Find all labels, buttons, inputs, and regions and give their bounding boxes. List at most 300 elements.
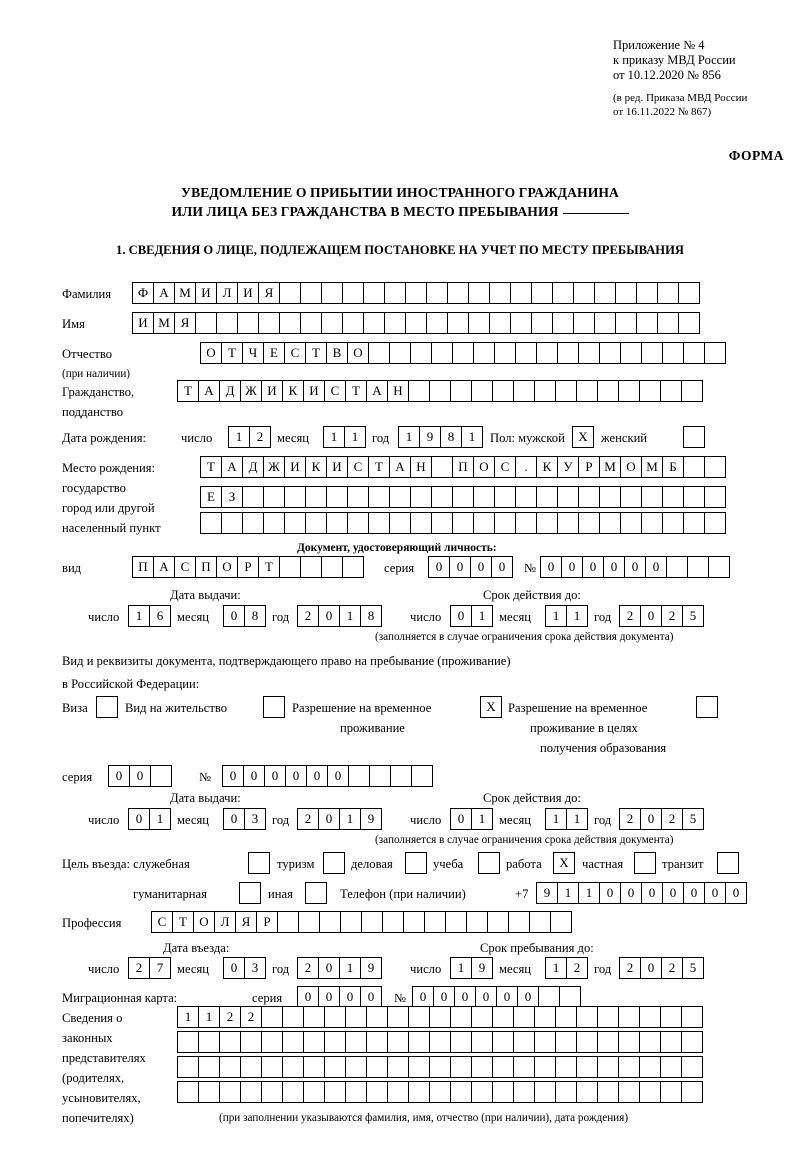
checkbox-sex-male[interactable] bbox=[572, 426, 593, 448]
input-cell[interactable] bbox=[657, 312, 679, 334]
input-cell[interactable] bbox=[340, 911, 362, 933]
field-birthplace-row-2[interactable] bbox=[200, 486, 725, 508]
input-cell[interactable]: 0 bbox=[620, 882, 642, 904]
input-cell[interactable] bbox=[678, 282, 700, 304]
field-phone[interactable] bbox=[536, 882, 746, 904]
input-cell[interactable] bbox=[408, 1081, 430, 1103]
input-cell[interactable] bbox=[508, 911, 530, 933]
input-cell[interactable]: Р bbox=[237, 556, 259, 578]
field-surname[interactable] bbox=[132, 282, 699, 304]
input-cell[interactable]: 2 bbox=[661, 605, 683, 627]
input-cell[interactable]: Ч bbox=[242, 342, 264, 364]
input-cell[interactable] bbox=[282, 1081, 304, 1103]
input-cell[interactable]: 0 bbox=[640, 808, 662, 830]
input-cell[interactable]: А bbox=[366, 380, 388, 402]
input-cell[interactable] bbox=[279, 556, 301, 578]
input-cell[interactable] bbox=[303, 1006, 325, 1028]
input-cell[interactable]: Т bbox=[305, 342, 327, 364]
input-cell[interactable]: 1 bbox=[228, 426, 250, 448]
input-cell[interactable] bbox=[368, 486, 390, 508]
input-cell[interactable] bbox=[96, 696, 118, 718]
input-cell[interactable]: М bbox=[153, 312, 175, 334]
input-cell[interactable] bbox=[387, 1006, 409, 1028]
input-cell[interactable] bbox=[597, 1081, 619, 1103]
input-cell[interactable] bbox=[534, 1031, 556, 1053]
input-cell[interactable]: 2 bbox=[619, 808, 641, 830]
input-cell[interactable]: 9 bbox=[419, 426, 441, 448]
input-cell[interactable]: 1 bbox=[545, 957, 567, 979]
input-cell[interactable] bbox=[573, 282, 595, 304]
input-cell[interactable]: 2 bbox=[661, 808, 683, 830]
input-cell[interactable]: 0 bbox=[129, 765, 151, 787]
input-cell[interactable] bbox=[681, 1031, 703, 1053]
input-cell[interactable]: Р bbox=[578, 456, 600, 478]
input-cell[interactable] bbox=[578, 512, 600, 534]
input-cell[interactable]: Т bbox=[172, 911, 194, 933]
input-cell[interactable] bbox=[408, 1056, 430, 1078]
input-cell[interactable]: 8 bbox=[360, 605, 382, 627]
input-cell[interactable] bbox=[408, 1006, 430, 1028]
field-permit-series[interactable] bbox=[108, 765, 171, 787]
input-cell[interactable]: Я bbox=[235, 911, 257, 933]
input-cell[interactable] bbox=[263, 512, 285, 534]
input-cell[interactable]: 0 bbox=[339, 986, 361, 1008]
field-birth-day[interactable] bbox=[228, 426, 270, 448]
input-cell[interactable]: 1 bbox=[323, 426, 345, 448]
input-cell[interactable]: О bbox=[473, 456, 495, 478]
input-cell[interactable]: 2 bbox=[566, 957, 588, 979]
input-cell[interactable]: 0 bbox=[450, 605, 472, 627]
input-cell[interactable] bbox=[240, 1031, 262, 1053]
input-cell[interactable] bbox=[390, 765, 412, 787]
input-cell[interactable] bbox=[410, 342, 432, 364]
input-cell[interactable] bbox=[534, 1056, 556, 1078]
input-cell[interactable]: 8 bbox=[440, 426, 462, 448]
input-cell[interactable] bbox=[282, 1006, 304, 1028]
input-cell[interactable] bbox=[708, 556, 730, 578]
input-cell[interactable] bbox=[515, 512, 537, 534]
input-cell[interactable]: 0 bbox=[582, 556, 604, 578]
input-cell[interactable] bbox=[576, 380, 598, 402]
input-cell[interactable] bbox=[683, 456, 705, 478]
input-cell[interactable] bbox=[345, 1081, 367, 1103]
input-cell[interactable]: 0 bbox=[285, 765, 307, 787]
input-cell[interactable]: 0 bbox=[450, 808, 472, 830]
input-cell[interactable] bbox=[408, 1031, 430, 1053]
input-cell[interactable]: 0 bbox=[704, 882, 726, 904]
input-cell[interactable] bbox=[429, 1081, 451, 1103]
input-cell[interactable]: 1 bbox=[545, 808, 567, 830]
checkbox-purpose-other[interactable] bbox=[305, 882, 326, 904]
input-cell[interactable]: 0 bbox=[662, 882, 684, 904]
input-cell[interactable]: 0 bbox=[306, 765, 328, 787]
input-cell[interactable]: Е bbox=[263, 342, 285, 364]
field-entry-month[interactable] bbox=[223, 957, 265, 979]
input-cell[interactable] bbox=[366, 1006, 388, 1028]
input-cell[interactable] bbox=[411, 765, 433, 787]
input-cell[interactable] bbox=[510, 312, 532, 334]
input-cell[interactable] bbox=[681, 1081, 703, 1103]
input-cell[interactable] bbox=[555, 380, 577, 402]
input-cell[interactable] bbox=[510, 282, 532, 304]
input-cell[interactable]: 1 bbox=[339, 957, 361, 979]
field-patronymic[interactable] bbox=[200, 342, 725, 364]
input-cell[interactable] bbox=[660, 1006, 682, 1028]
input-cell[interactable] bbox=[513, 380, 535, 402]
input-cell[interactable] bbox=[450, 1031, 472, 1053]
input-cell[interactable] bbox=[384, 282, 406, 304]
input-cell[interactable]: И bbox=[132, 312, 154, 334]
input-cell[interactable] bbox=[576, 1081, 598, 1103]
input-cell[interactable]: Я bbox=[174, 312, 196, 334]
input-cell[interactable]: 5 bbox=[682, 957, 704, 979]
input-cell[interactable] bbox=[597, 380, 619, 402]
input-cell[interactable] bbox=[666, 556, 688, 578]
input-cell[interactable] bbox=[303, 1056, 325, 1078]
input-cell[interactable]: 0 bbox=[318, 986, 340, 1008]
input-cell[interactable]: И bbox=[195, 282, 217, 304]
input-cell[interactable] bbox=[515, 342, 537, 364]
input-cell[interactable] bbox=[660, 1056, 682, 1078]
input-cell[interactable] bbox=[660, 1081, 682, 1103]
input-cell[interactable]: О bbox=[347, 342, 369, 364]
input-cell[interactable] bbox=[473, 342, 495, 364]
input-cell[interactable] bbox=[345, 1031, 367, 1053]
input-cell[interactable] bbox=[487, 911, 509, 933]
input-cell[interactable] bbox=[410, 486, 432, 508]
input-cell[interactable] bbox=[298, 911, 320, 933]
input-cell[interactable] bbox=[597, 1031, 619, 1053]
input-cell[interactable]: 1 bbox=[545, 605, 567, 627]
input-cell[interactable]: 9 bbox=[471, 957, 493, 979]
field-permit-issue-month[interactable] bbox=[223, 808, 265, 830]
input-cell[interactable] bbox=[639, 1006, 661, 1028]
input-cell[interactable]: П bbox=[452, 456, 474, 478]
input-cell[interactable] bbox=[555, 1006, 577, 1028]
input-cell[interactable] bbox=[683, 342, 705, 364]
input-cell[interactable] bbox=[426, 282, 448, 304]
input-cell[interactable] bbox=[576, 1056, 598, 1078]
input-cell[interactable]: 2 bbox=[297, 605, 319, 627]
input-cell[interactable]: 5 bbox=[682, 605, 704, 627]
input-cell[interactable] bbox=[240, 1056, 262, 1078]
input-cell[interactable] bbox=[389, 486, 411, 508]
input-cell[interactable]: М bbox=[599, 456, 621, 478]
field-issue-day[interactable] bbox=[128, 605, 170, 627]
input-cell[interactable]: Н bbox=[387, 380, 409, 402]
input-cell[interactable] bbox=[639, 1056, 661, 1078]
input-cell[interactable]: 0 bbox=[517, 986, 539, 1008]
input-cell[interactable]: И bbox=[261, 380, 283, 402]
input-cell[interactable]: 0 bbox=[641, 882, 663, 904]
input-cell[interactable] bbox=[219, 1031, 241, 1053]
input-cell[interactable] bbox=[618, 380, 640, 402]
checkbox-temp-residence[interactable] bbox=[480, 696, 501, 718]
input-cell[interactable]: 2 bbox=[249, 426, 271, 448]
input-cell[interactable]: 2 bbox=[219, 1006, 241, 1028]
field-citizenship[interactable] bbox=[177, 380, 702, 402]
input-cell[interactable] bbox=[534, 1081, 556, 1103]
input-cell[interactable] bbox=[447, 282, 469, 304]
input-cell[interactable]: И bbox=[326, 456, 348, 478]
input-cell[interactable] bbox=[704, 486, 726, 508]
input-cell[interactable] bbox=[704, 456, 726, 478]
input-cell[interactable] bbox=[687, 556, 709, 578]
input-cell[interactable] bbox=[219, 1081, 241, 1103]
input-cell[interactable]: 0 bbox=[433, 986, 455, 1008]
input-cell[interactable]: 0 bbox=[683, 882, 705, 904]
input-cell[interactable] bbox=[555, 1031, 577, 1053]
input-cell[interactable] bbox=[429, 1056, 451, 1078]
input-cell[interactable]: 1 bbox=[566, 605, 588, 627]
input-cell[interactable] bbox=[534, 380, 556, 402]
input-cell[interactable]: 0 bbox=[128, 808, 150, 830]
input-cell[interactable] bbox=[261, 1081, 283, 1103]
field-profession[interactable] bbox=[151, 911, 571, 933]
input-cell[interactable] bbox=[471, 1031, 493, 1053]
input-cell[interactable] bbox=[513, 1006, 535, 1028]
input-cell[interactable] bbox=[221, 512, 243, 534]
input-cell[interactable]: 1 bbox=[339, 605, 361, 627]
input-cell[interactable]: К bbox=[536, 456, 558, 478]
field-permit-number[interactable] bbox=[222, 765, 432, 787]
input-cell[interactable] bbox=[284, 512, 306, 534]
input-cell[interactable] bbox=[597, 1006, 619, 1028]
input-cell[interactable]: . bbox=[515, 456, 537, 478]
input-cell[interactable] bbox=[536, 486, 558, 508]
input-cell[interactable] bbox=[389, 512, 411, 534]
input-cell[interactable] bbox=[242, 512, 264, 534]
input-cell[interactable] bbox=[216, 312, 238, 334]
input-cell[interactable] bbox=[466, 911, 488, 933]
input-cell[interactable] bbox=[326, 486, 348, 508]
input-cell[interactable]: К bbox=[282, 380, 304, 402]
input-cell[interactable] bbox=[576, 1006, 598, 1028]
field-legal-rep-row-3[interactable] bbox=[177, 1056, 702, 1078]
input-cell[interactable] bbox=[366, 1031, 388, 1053]
input-cell[interactable]: 8 bbox=[244, 605, 266, 627]
input-cell[interactable] bbox=[431, 486, 453, 508]
checkbox-purpose-work[interactable] bbox=[553, 852, 574, 874]
field-permit-issue-year[interactable] bbox=[297, 808, 381, 830]
input-cell[interactable]: Б bbox=[662, 456, 684, 478]
input-cell[interactable]: 0 bbox=[561, 556, 583, 578]
input-cell[interactable] bbox=[513, 1081, 535, 1103]
input-cell[interactable] bbox=[639, 1081, 661, 1103]
input-cell[interactable] bbox=[150, 765, 172, 787]
checkbox-purpose-private[interactable] bbox=[634, 852, 655, 874]
input-cell[interactable]: А bbox=[153, 556, 175, 578]
input-cell[interactable] bbox=[382, 911, 404, 933]
input-cell[interactable]: А bbox=[389, 456, 411, 478]
input-cell[interactable] bbox=[678, 312, 700, 334]
input-cell[interactable]: 0 bbox=[603, 556, 625, 578]
input-cell[interactable] bbox=[366, 1056, 388, 1078]
input-cell[interactable]: 0 bbox=[725, 882, 747, 904]
input-cell[interactable] bbox=[240, 1081, 262, 1103]
input-cell[interactable] bbox=[550, 911, 572, 933]
input-cell[interactable]: И bbox=[237, 282, 259, 304]
input-cell[interactable] bbox=[662, 342, 684, 364]
input-cell[interactable] bbox=[282, 1056, 304, 1078]
input-cell[interactable]: 6 bbox=[149, 605, 171, 627]
input-cell[interactable]: 0 bbox=[491, 556, 513, 578]
field-mcard-series[interactable] bbox=[297, 986, 381, 1008]
input-cell[interactable]: 0 bbox=[470, 556, 492, 578]
input-cell[interactable] bbox=[277, 911, 299, 933]
input-cell[interactable] bbox=[410, 512, 432, 534]
input-cell[interactable]: О bbox=[620, 456, 642, 478]
input-cell[interactable]: С bbox=[151, 911, 173, 933]
input-cell[interactable] bbox=[552, 282, 574, 304]
input-cell[interactable] bbox=[405, 852, 427, 874]
input-cell[interactable] bbox=[342, 556, 364, 578]
input-cell[interactable]: 0 bbox=[640, 605, 662, 627]
input-cell[interactable]: 0 bbox=[454, 986, 476, 1008]
input-cell[interactable] bbox=[473, 512, 495, 534]
field-doc-series[interactable] bbox=[428, 556, 512, 578]
input-cell[interactable]: М bbox=[641, 456, 663, 478]
input-cell[interactable]: Ж bbox=[263, 456, 285, 478]
input-cell[interactable] bbox=[323, 852, 345, 874]
input-cell[interactable]: С bbox=[347, 456, 369, 478]
input-cell[interactable]: 5 bbox=[682, 808, 704, 830]
input-cell[interactable] bbox=[389, 342, 411, 364]
input-cell[interactable] bbox=[195, 312, 217, 334]
input-cell[interactable]: 9 bbox=[360, 957, 382, 979]
input-cell[interactable] bbox=[513, 1056, 535, 1078]
input-cell[interactable] bbox=[478, 852, 500, 874]
input-cell[interactable]: 9 bbox=[360, 808, 382, 830]
input-cell[interactable] bbox=[198, 1056, 220, 1078]
input-cell[interactable] bbox=[239, 882, 261, 904]
field-valid-month[interactable] bbox=[545, 605, 587, 627]
input-cell[interactable]: Я bbox=[258, 282, 280, 304]
input-cell[interactable]: О bbox=[193, 911, 215, 933]
input-cell[interactable] bbox=[237, 312, 259, 334]
input-cell[interactable] bbox=[300, 312, 322, 334]
input-cell[interactable] bbox=[468, 282, 490, 304]
input-cell[interactable]: 7 bbox=[149, 957, 171, 979]
input-cell[interactable] bbox=[387, 1056, 409, 1078]
input-cell[interactable] bbox=[279, 282, 301, 304]
checkbox-sex-female[interactable] bbox=[683, 426, 704, 448]
input-cell[interactable] bbox=[431, 456, 453, 478]
field-entry-year[interactable] bbox=[297, 957, 381, 979]
input-cell[interactable] bbox=[494, 512, 516, 534]
input-cell[interactable] bbox=[408, 380, 430, 402]
input-cell[interactable] bbox=[363, 312, 385, 334]
input-cell[interactable] bbox=[494, 342, 516, 364]
input-cell[interactable] bbox=[473, 486, 495, 508]
input-cell[interactable] bbox=[557, 512, 579, 534]
input-cell[interactable] bbox=[431, 342, 453, 364]
input-cell[interactable] bbox=[634, 852, 656, 874]
input-cell[interactable] bbox=[263, 486, 285, 508]
input-cell[interactable]: 1 bbox=[557, 882, 579, 904]
checkbox-purpose-business[interactable] bbox=[405, 852, 426, 874]
input-cell[interactable] bbox=[405, 312, 427, 334]
input-cell[interactable] bbox=[471, 1006, 493, 1028]
input-cell[interactable]: С bbox=[494, 456, 516, 478]
field-mcard-number[interactable] bbox=[412, 986, 580, 1008]
input-cell[interactable] bbox=[450, 380, 472, 402]
input-cell[interactable] bbox=[639, 380, 661, 402]
input-cell[interactable] bbox=[198, 1081, 220, 1103]
input-cell[interactable] bbox=[468, 312, 490, 334]
input-cell[interactable] bbox=[361, 911, 383, 933]
field-doc-number[interactable] bbox=[540, 556, 729, 578]
input-cell[interactable] bbox=[618, 1081, 640, 1103]
field-permit-valid-month[interactable] bbox=[545, 808, 587, 830]
input-cell[interactable]: О bbox=[216, 556, 238, 578]
input-cell[interactable] bbox=[536, 342, 558, 364]
input-cell[interactable]: 9 bbox=[536, 882, 558, 904]
input-cell[interactable] bbox=[641, 486, 663, 508]
field-permit-valid-year[interactable] bbox=[619, 808, 703, 830]
input-cell[interactable] bbox=[662, 486, 684, 508]
input-cell[interactable] bbox=[657, 282, 679, 304]
input-cell[interactable]: 1 bbox=[578, 882, 600, 904]
input-cell[interactable]: 0 bbox=[428, 556, 450, 578]
input-cell[interactable] bbox=[177, 1081, 199, 1103]
input-cell[interactable]: 1 bbox=[177, 1006, 199, 1028]
input-cell[interactable]: 1 bbox=[450, 957, 472, 979]
input-cell[interactable] bbox=[597, 1056, 619, 1078]
input-cell[interactable] bbox=[282, 1031, 304, 1053]
checkbox-residence[interactable] bbox=[263, 696, 284, 718]
input-cell[interactable] bbox=[696, 696, 718, 718]
input-cell[interactable] bbox=[538, 986, 560, 1008]
input-cell[interactable]: 3 bbox=[244, 808, 266, 830]
input-cell[interactable] bbox=[660, 1031, 682, 1053]
checkbox-temp-residence-education[interactable] bbox=[696, 696, 717, 718]
input-cell[interactable] bbox=[384, 312, 406, 334]
input-cell[interactable] bbox=[368, 512, 390, 534]
input-cell[interactable]: 0 bbox=[475, 986, 497, 1008]
input-cell[interactable]: 0 bbox=[360, 986, 382, 1008]
input-cell[interactable] bbox=[347, 512, 369, 534]
input-cell[interactable] bbox=[681, 1056, 703, 1078]
checkbox-purpose-transit[interactable] bbox=[717, 852, 738, 874]
field-stay-day[interactable] bbox=[450, 957, 492, 979]
input-cell[interactable]: 0 bbox=[223, 957, 245, 979]
input-cell[interactable]: Т bbox=[258, 556, 280, 578]
input-cell[interactable] bbox=[636, 312, 658, 334]
input-cell[interactable] bbox=[557, 486, 579, 508]
input-cell[interactable] bbox=[641, 342, 663, 364]
input-cell[interactable]: И bbox=[284, 456, 306, 478]
input-cell[interactable] bbox=[450, 1081, 472, 1103]
input-cell[interactable]: X bbox=[553, 852, 575, 874]
field-permit-valid-day[interactable] bbox=[450, 808, 492, 830]
input-cell[interactable] bbox=[450, 1056, 472, 1078]
input-cell[interactable] bbox=[660, 380, 682, 402]
input-cell[interactable]: 0 bbox=[318, 808, 340, 830]
input-cell[interactable] bbox=[492, 1031, 514, 1053]
input-cell[interactable]: 1 bbox=[398, 426, 420, 448]
input-cell[interactable]: У bbox=[557, 456, 579, 478]
input-cell[interactable] bbox=[641, 512, 663, 534]
field-legal-rep-row-2[interactable] bbox=[177, 1031, 702, 1053]
input-cell[interactable]: 0 bbox=[412, 986, 434, 1008]
input-cell[interactable]: Т bbox=[177, 380, 199, 402]
field-name[interactable] bbox=[132, 312, 699, 334]
input-cell[interactable] bbox=[620, 342, 642, 364]
input-cell[interactable] bbox=[177, 1056, 199, 1078]
input-cell[interactable] bbox=[529, 911, 551, 933]
input-cell[interactable]: А bbox=[221, 456, 243, 478]
